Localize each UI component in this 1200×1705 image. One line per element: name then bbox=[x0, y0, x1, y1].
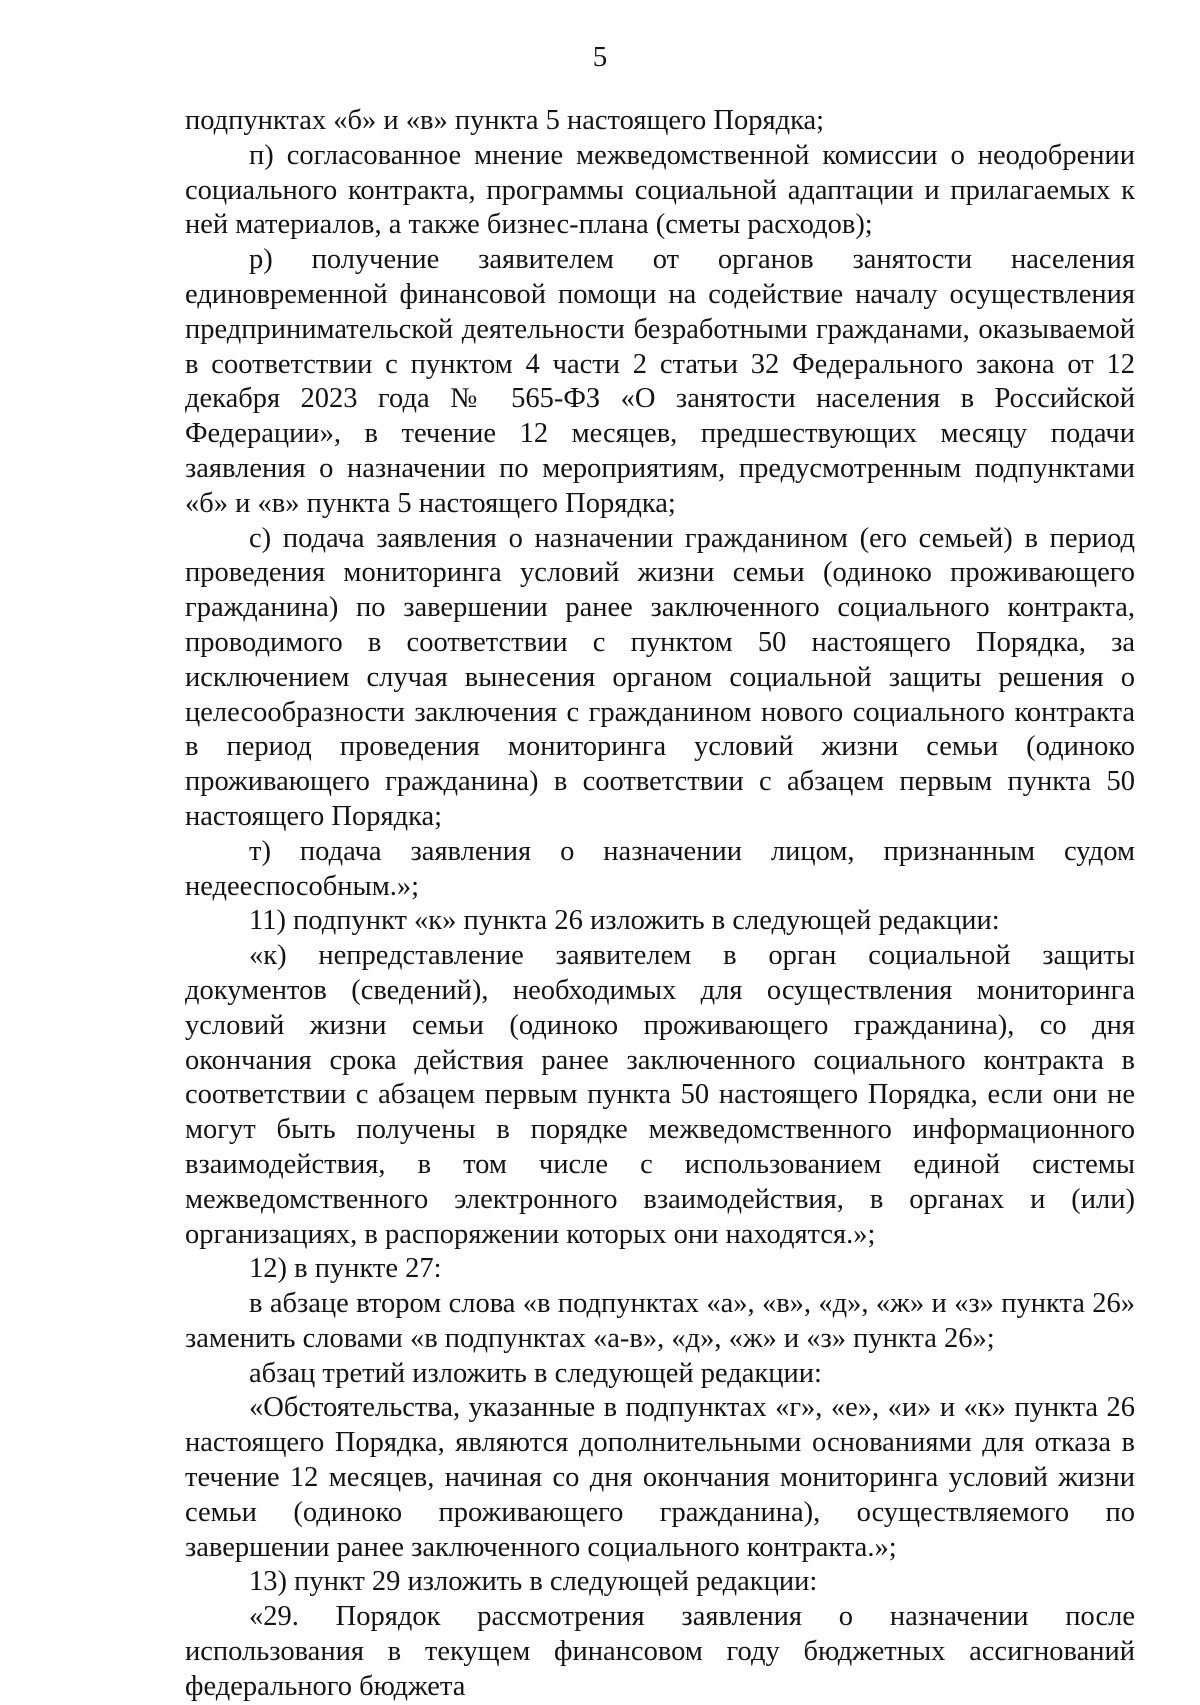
paragraph: п) согласованное мнение межведомственной комиссии о неодобрении социального контракта, программы социальной адаптации и прилагаемых к ней материалов, а также бизнес-плана (сметы расходов); bbox=[185, 139, 1135, 241]
paragraph: 13) пункт 29 изложить в следующей редакции: bbox=[249, 1566, 818, 1598]
document-body bbox=[185, 104, 1135, 1705]
paragraph: «к) непредставление заявителем в орган социальной защиты документов (сведений), необходимых для осуществления мониторинга условий жизни семьи (одиноко проживающего гражданина), со дня окончания срока действия ранее заключенного социального контракта в соответствии с абзацем первым пункта 50 настоящего Порядка, если они не могут быть получены в порядке межведомственного информационного взаимодействия, в том числе с использованием единой системы межведомственного электронного взаимодействия, в органах и (или) организациях, в распоряжении которых они находятся.»; bbox=[185, 940, 1135, 1250]
paragraph: подпунктах «б» и «в» пункта 5 настоящего Порядка; bbox=[185, 105, 825, 136]
paragraph: «Обстоятельства, указанные в подпунктах «г», «е», «и» и «к» пункта 26 настоящего Порядка, являются дополнительными основаниями для отказа в течение 12 месяцев, начиная со дня окончания мониторинга условий жизни семьи (одиноко проживающего гражданина), осуществляемого по завершении ранее заключенного социального контракта.»; bbox=[185, 1392, 1135, 1563]
page-number: 5 bbox=[592, 41, 608, 73]
paragraph: в абзаце втором слова «в подпунктах «а», «в», «д», «ж» и «з» пункта 26» заменить словами «в подпунктах «а-в», «д», «ж» и «з» пункта 26»; bbox=[185, 1288, 1135, 1354]
paragraph: «29. Порядок рассмотрения заявления о назначении после использования в текущем финансовом году бюджетных ассигнований федерального бюджета bbox=[185, 1601, 1135, 1702]
paragraph: 11) подпункт «к» пункта 26 изложить в следующей редакции: bbox=[249, 905, 1000, 937]
paragraph: р) получение заявителем от органов занятости населения единовременной финансовой помощи на содействие началу осуществления предпринимательской деятельности безработными гражданами, оказываемой в соответствии с пунктом 4 части 2 статьи 32 Федерального закона от 12 декабря 2023 года № 565-ФЗ «О занятости населения в Российской Федерации», в течение 12 месяцев, предшествующих месяцу подачи заявления о назначении по мероприятиям, предусмотренным подпунктами «б» и «в» пункта 5 настоящего Порядка; bbox=[185, 244, 1135, 519]
paragraph: 12) в пункте 27: bbox=[249, 1253, 442, 1285]
paragraph: абзац третий изложить в следующей редакции: bbox=[249, 1357, 822, 1389]
paragraph: с) подача заявления о назначении гражданином (его семьей) в период проведения мониторинга условий жизни семьи (одиноко проживающего гражданина) по завершении ранее заключенного социального контракта, проводимого в соответствии с пунктом 50 настоящего Порядка, за исключением случая вынесения органом социальной защиты решения о целесообразности заключения с гражданином нового социального контракта в период проведения мониторинга условий жизни семьи (одиноко проживающего гражданина) в соответствии с абзацем первым пункта 50 настоящего Порядка; bbox=[185, 522, 1135, 832]
paragraph: т) подача заявления о назначении лицом, признанным судом недееспособным.»; bbox=[185, 835, 1135, 902]
